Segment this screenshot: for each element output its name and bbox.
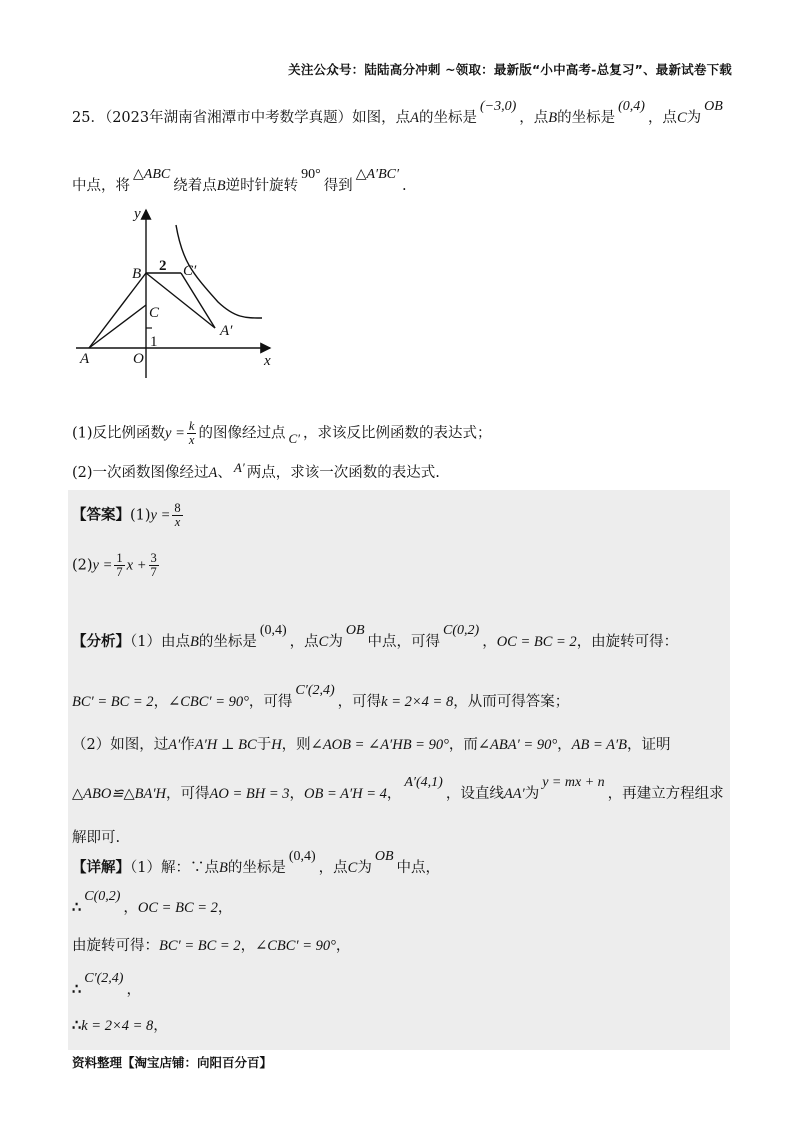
fraction-1-over-7 [114, 552, 124, 579]
text: ，再建立方程组求 [607, 786, 724, 802]
segment-ab [89, 273, 146, 348]
text: ，点 [519, 110, 549, 126]
text: 由旋转可得： [72, 938, 159, 954]
text: （1）解：∵点 [130, 860, 219, 876]
math: A′H ⊥ BC [194, 737, 257, 753]
text: ， [335, 938, 351, 954]
text: 的坐标是 [418, 110, 477, 126]
text: ， [217, 900, 233, 916]
analysis-line-4 [72, 775, 724, 805]
text: ，点 [318, 860, 348, 876]
coord: C(0,2) [443, 623, 480, 638]
origin-label: O [133, 351, 144, 367]
angle-90: 90° [301, 167, 321, 182]
text: ， [482, 634, 497, 650]
text: ，可得 [248, 694, 293, 710]
text: 逆时针旋转 [225, 178, 299, 194]
point-label: A′ [233, 460, 245, 475]
text: ，设直线 [445, 786, 504, 802]
numerator: 1 [116, 551, 123, 565]
denominator: 7 [116, 565, 123, 579]
math: y = [150, 507, 171, 524]
numerator: k [188, 419, 195, 433]
text: ，证明 [627, 737, 671, 753]
text: (1) [130, 507, 151, 524]
point-label: C [318, 634, 329, 650]
text: ，可得 [337, 694, 382, 710]
text: （2）如图，过 [72, 737, 169, 753]
answer-label: 【答案】 [72, 506, 130, 524]
math: y = [92, 557, 113, 574]
text: （1）由点 [130, 634, 190, 650]
math: y = [165, 425, 185, 442]
denominator: x [188, 433, 195, 447]
point-label: B [189, 634, 199, 650]
length-2-label: 2 [159, 258, 167, 274]
detail-line-2 [72, 889, 233, 919]
triangle-abc-prime: △A′BC′ [355, 167, 400, 182]
point-label: B [218, 860, 228, 876]
problem-source: （2023年湖南省湘潭市中考数学真题） [104, 110, 353, 126]
point-a-prime-label: A′ [220, 323, 233, 339]
point-c-prime: C′ [288, 430, 300, 446]
point-label: A [208, 465, 218, 481]
point-label: A′ [168, 737, 181, 753]
text: 为 [524, 786, 540, 802]
x-axis-label: x [264, 353, 271, 369]
text: 中点，将 [72, 178, 130, 194]
text: ，而 [448, 737, 478, 753]
text: (2) [72, 557, 93, 574]
text: ，求该反比例函数的表达式； [302, 425, 492, 442]
text: 为 [686, 110, 702, 126]
text: (2)一次函数图像经过 [72, 465, 209, 481]
coordinate-figure [70, 200, 285, 380]
math: y = mx + n [542, 775, 605, 790]
detail-line-3 [72, 936, 350, 956]
text: ， [386, 786, 402, 802]
point-label: C [676, 110, 687, 126]
segment-c-prime-a-prime [181, 273, 215, 328]
text: 的图像经过点 [198, 425, 286, 442]
analysis-line-2 [72, 683, 570, 713]
coord: (0,4) [259, 623, 287, 638]
point-label: B [216, 178, 226, 194]
numerator: 3 [150, 551, 157, 565]
question-2 [72, 460, 440, 483]
detail-line-1 [72, 849, 441, 879]
text: ，可得 [166, 786, 210, 802]
text: 中点， [396, 860, 441, 876]
text: ， [153, 694, 169, 710]
problem-line-2 [72, 167, 407, 197]
text: ，则 [281, 737, 311, 753]
tick-1-label: 1 [150, 334, 158, 350]
math: AB = A′B [571, 737, 627, 753]
text: 解即可. [72, 830, 121, 846]
text: 两点，求该一次函数的表达式. [246, 465, 440, 481]
segment: OB [345, 623, 365, 638]
math: ∠AOB = ∠A′HB = 90° [310, 737, 449, 753]
text: 、 [217, 465, 232, 481]
text: ，点 [289, 634, 319, 650]
therefore-symbol: ∴ [72, 981, 82, 998]
fraction-k-over-x [187, 420, 197, 447]
therefore-symbol: ∴ [72, 1017, 82, 1034]
text: ， [240, 938, 256, 954]
numerator: 8 [174, 501, 181, 515]
math: △ABO≌△BA′H [72, 786, 166, 802]
text: ，从而可得答案； [453, 694, 570, 710]
text: 作 [180, 737, 195, 753]
math: AO = BH = 3 [209, 786, 290, 802]
math: BC′ = BC = 2 [72, 694, 154, 710]
answer-line-1 [72, 502, 185, 529]
point-b-label: B [132, 266, 142, 282]
text: 的坐标是 [557, 110, 616, 126]
problem-number: 25． [72, 110, 105, 126]
fraction-3-over-7 [149, 552, 159, 579]
page-footer: 资料整理【淘宝店铺：向阳百分百】 [72, 1055, 273, 1070]
text: 绕着点 [173, 178, 217, 194]
detail-line-5 [72, 1016, 168, 1036]
point-label: H [271, 737, 282, 753]
text: 于 [256, 737, 272, 753]
y-axis-label: y [134, 206, 141, 222]
point-label: C [347, 860, 358, 876]
triangle-abc: △ABC [133, 167, 171, 182]
answer-line-2 [72, 552, 161, 579]
point-a-label: A [80, 351, 90, 367]
coord: A′(4,1) [404, 775, 443, 790]
text: 中点，可得 [367, 634, 441, 650]
math: AA′ [503, 786, 525, 802]
math: k = 2×4 = 8 [81, 1018, 154, 1034]
point-label: B [548, 110, 558, 126]
text: 得到 [323, 178, 353, 194]
text: ， [123, 900, 138, 916]
text: . [402, 178, 407, 194]
text: ，由旋转可得： [576, 634, 679, 650]
denominator: 7 [150, 565, 157, 579]
text: ， [153, 1018, 168, 1034]
math: ∠CBC′ = 90° [168, 694, 249, 710]
math: OC = BC = 2 [137, 900, 218, 916]
problem-line-1 [72, 99, 726, 129]
answer-panel [68, 490, 730, 1050]
detail-label: 【详解】 [72, 859, 130, 876]
therefore-symbol: ∴ [72, 899, 82, 916]
text: ， [126, 982, 141, 998]
point-c-prime-label: C′ [183, 263, 197, 279]
fraction-8-over-x [172, 502, 182, 529]
segment: OB [374, 849, 394, 864]
coord: (0,4) [288, 849, 316, 864]
detail-line-4 [72, 971, 141, 1001]
math: ∠ABA′ = 90° [477, 737, 558, 753]
text: ， [557, 737, 572, 753]
text: 的坐标是 [198, 634, 257, 650]
point-c-label: C [149, 305, 160, 321]
point-label: A [410, 110, 419, 126]
text: 如图，点 [352, 110, 411, 126]
analysis-line-3 [72, 735, 671, 755]
math: k = 2×4 = 8 [381, 694, 454, 710]
coord-b: (0,4) [618, 99, 645, 114]
math: ∠CBC′ = 90° [255, 938, 336, 954]
analysis-line-1 [72, 623, 679, 653]
page-header: 关注公众号：陆陆高分冲刺 ~领取：最新版“小中高考-总复习”、最新试卷下载 [288, 62, 732, 77]
coord-a: (−3,0) [479, 99, 517, 114]
denominator: x [174, 515, 181, 529]
segment-ob: OB [704, 99, 723, 114]
question-1 [72, 420, 491, 447]
coord: C′(2,4) [84, 971, 124, 986]
text: 为 [357, 860, 372, 876]
coord: C′(2,4) [295, 683, 335, 698]
analysis-label: 【分析】 [72, 633, 130, 650]
math: BC′ = BC = 2 [159, 938, 241, 954]
text: 为 [328, 634, 343, 650]
math: OC = BC = 2 [496, 634, 577, 650]
text: (1)反比例函数 [72, 425, 166, 442]
coord: C(0,2) [84, 889, 121, 904]
text: ， [289, 786, 304, 802]
text: ，点 [647, 110, 677, 126]
analysis-line-5 [72, 828, 120, 848]
math: OB = A′H = 4 [303, 786, 387, 802]
text: 的坐标是 [227, 860, 286, 876]
math: x + [126, 557, 147, 574]
